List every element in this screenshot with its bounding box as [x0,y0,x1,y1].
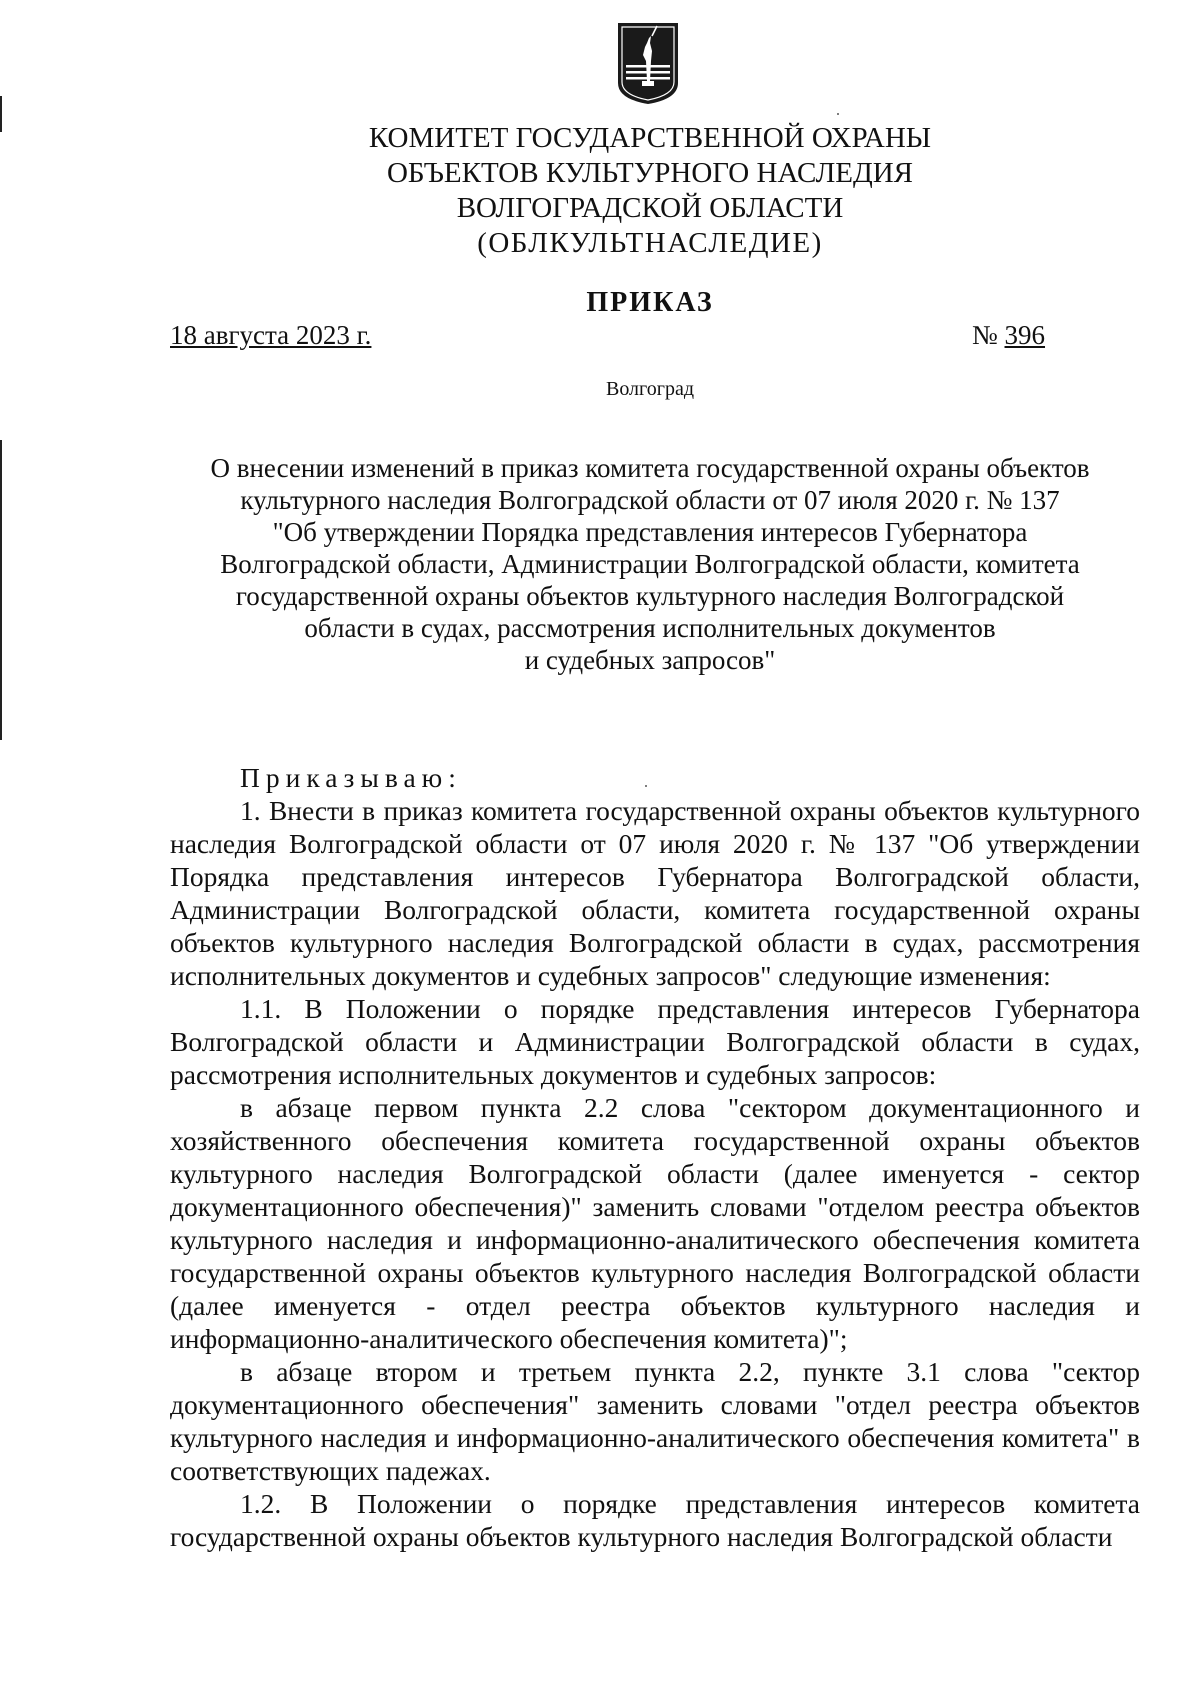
document-heading [170,452,1130,676]
scan-edge-mark [0,440,2,740]
scan-speck [837,113,839,115]
heading-line: культурного наследия Волгоградской области от 07 июля 2020 г. № 137 [240,485,1060,515]
organization-line: ОБЪЕКТОВ КУЛЬТУРНОГО НАСЛЕДИЯ [386,157,914,189]
order-word: Приказываю: [240,762,462,793]
body-paragraph: в абзаце втором и третьем пункта 2.2, пункте 3.1 слова "сектор документационного обеспечения" заменить словами "отдел реестра объектов культурного наследия и информационно-аналитического обеспечения комитета" в соответствующих падежах. [170,1356,1140,1486]
document-type: ПРИКАЗ [586,287,714,318]
organization-abbreviation: (ОБЛКУЛЬТНАСЛЕДИЕ) [477,227,823,259]
document-body [170,761,1140,1553]
document-date: 18 августа 2023 г. [170,320,372,350]
body-paragraph: 1.1. В Положении о порядке представления интересов Губернатора Волгоградской области и Администрации Волгоградской области в судах, рассмотрения исполнительных документов и судебных запросов: [170,993,1140,1090]
organization-line: ВОЛГОГРАДСКОЙ ОБЛАСТИ [456,192,844,224]
number-sign: № [972,320,998,350]
heading-line: Волгоградской области, Администрации Волгоградской области, комитета [220,549,1080,579]
heading-line: государственной охраны объектов культурного наследия Волгоградской [235,581,1065,611]
heading-line: и судебных запросов" [524,645,776,675]
coat-of-arms-emblem [616,21,680,106]
document-city: Волгоград [605,378,695,400]
body-paragraph: 1. Внести в приказ комитета государственной охраны объектов культурного наследия Волгоградской области от 07 июля 2020 г. № 137 "Об утверждении Порядка представления интересов Губернатора Волгоградской области, Администрации Волгоградской области, комитета государственной охраны объектов культурного наследия Волгоградской области в судах, рассмотрения исполнительных документов и судебных запросов" следующие изменения: [170,795,1140,991]
document-number [972,320,1045,351]
heading-line: О внесении изменений в приказ комитета государственной охраны объектов [210,453,1090,483]
number-value: 396 [1004,320,1046,350]
heading-line: "Об утверждении Порядка представления интересов Губернатора [272,517,1028,547]
body-paragraph: 1.2. В Положении о порядке представления интересов комитета государственной охраны объектов культурного наследия Волгоградской области [170,1488,1140,1552]
organization-name [300,121,1000,261]
body-paragraph: в абзаце первом пункта 2.2 слова "сектором документационного и хозяйственного обеспечения комитета государственной охраны объектов культурного наследия Волгоградской области (далее именуется - сектор документационного обеспечения)" заменить словами "отделом реестра объектов культурного наследия и информационно-аналитического обеспечения комитета государственной охраны объектов культурного наследия Волгоградской области (далее именуется - отдел реестра объектов культурного наследия и информационно-аналитического обеспечения комитета)"; [170,1092,1140,1354]
organization-line: КОМИТЕТ ГОСУДАРСТВЕННОЙ ОХРАНЫ [368,122,932,154]
scan-edge-mark [0,96,2,132]
heading-line: области в судах, рассмотрения исполнительных документов [304,613,996,643]
